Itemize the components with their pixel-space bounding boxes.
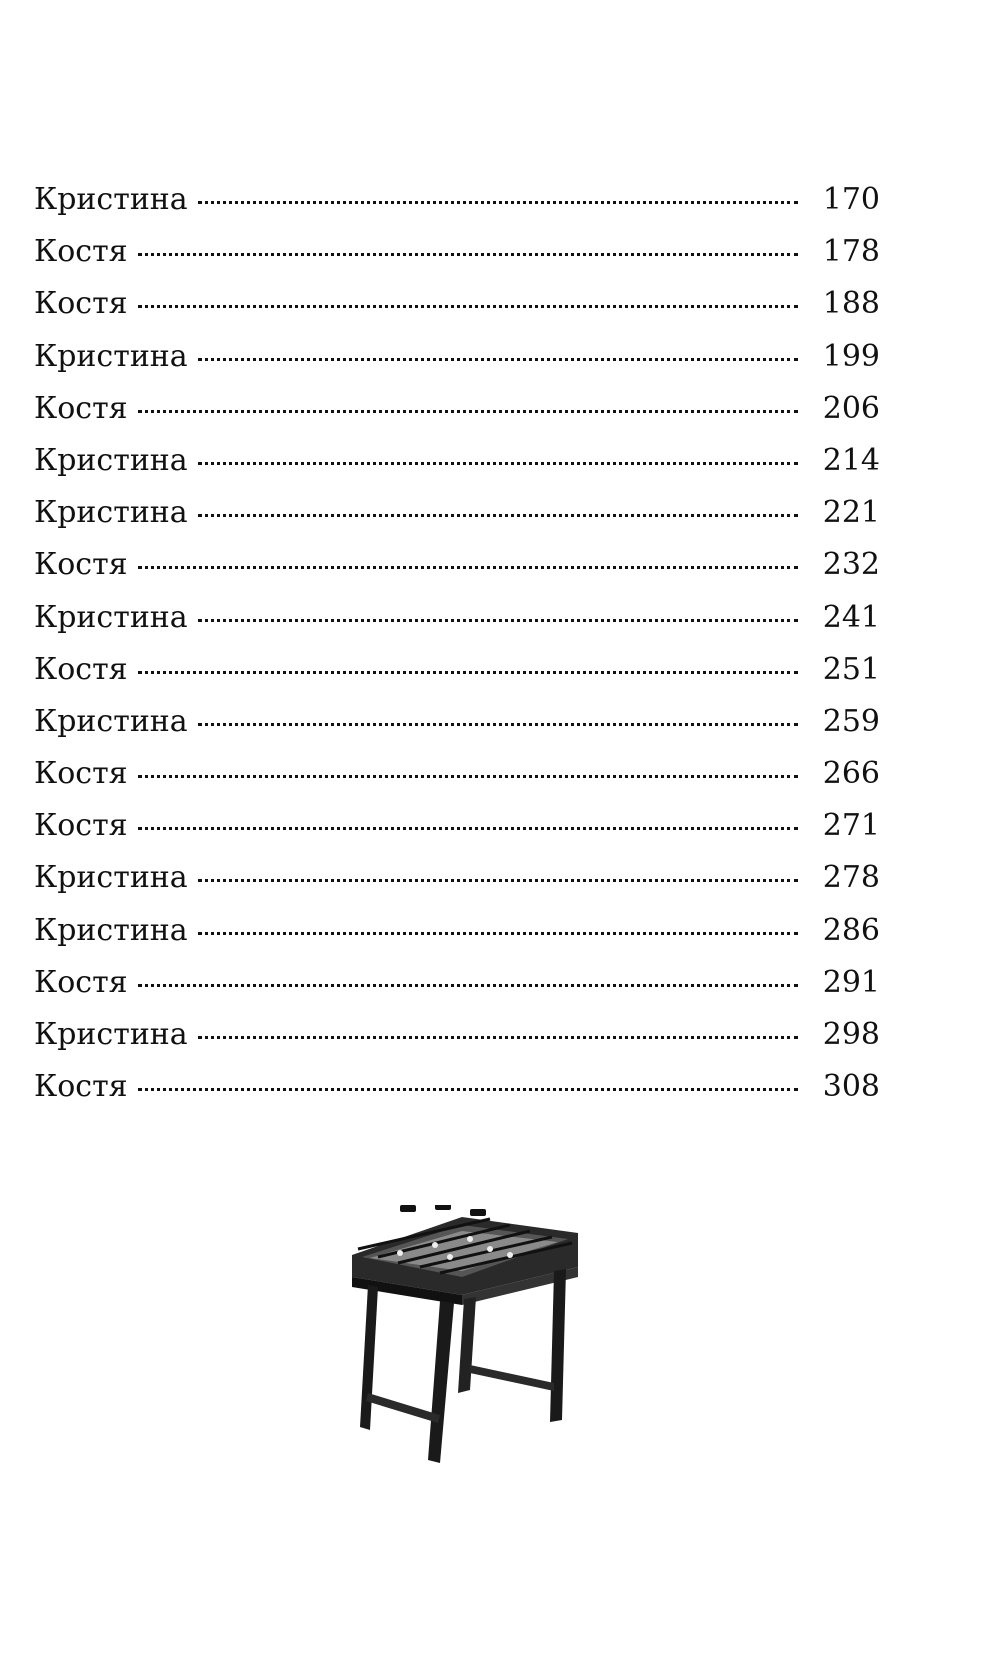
toc-entry-title: Кристина [34, 1017, 188, 1052]
dot-leader [138, 671, 798, 674]
dot-leader [198, 358, 798, 361]
dot-leader [138, 410, 798, 413]
toc-entry-title: Кристина [34, 599, 188, 635]
toc-entry-page: 221 [822, 495, 880, 531]
toc-entry-title: Костя [34, 1069, 128, 1105]
toc-entry-title: Костя [34, 651, 128, 687]
toc-entry[interactable] [34, 287, 880, 339]
toc-entry-page: 199 [822, 338, 880, 374]
toc-entry-title: Костя [34, 808, 128, 844]
toc-entry-title: Костя [34, 286, 128, 322]
toc-entry[interactable] [34, 601, 880, 653]
toc-entry[interactable] [34, 809, 880, 861]
toc-entry-title: Кристина [34, 338, 188, 374]
table-of-contents [34, 183, 880, 1122]
toc-entry[interactable] [34, 914, 880, 966]
dot-leader [138, 1088, 798, 1091]
toc-entry-page: 266 [822, 756, 880, 792]
dot-leader [198, 879, 798, 882]
toc-entry[interactable] [34, 1070, 880, 1122]
dot-leader [198, 462, 798, 465]
toc-entry-page: 308 [822, 1069, 880, 1105]
toc-entry-title: Костя [34, 756, 128, 792]
toc-entry-page: 278 [822, 860, 880, 896]
toc-entry[interactable] [34, 757, 880, 809]
toc-entry-page: 298 [822, 1017, 880, 1052]
toc-entry-page: 271 [822, 808, 880, 844]
toc-entry[interactable] [34, 444, 880, 496]
toc-entry[interactable] [34, 861, 880, 913]
dot-leader [138, 775, 798, 778]
toc-entry-title: Костя [34, 234, 128, 270]
toc-entry-page: 259 [822, 703, 880, 739]
toc-entry-title: Кристина [34, 912, 188, 948]
dot-leader [198, 723, 798, 726]
toc-entry-page: 214 [822, 442, 880, 478]
toc-entry-title: Кристина [34, 495, 188, 531]
toc-entry[interactable] [34, 1018, 880, 1070]
toc-entry-page: 170 [822, 182, 880, 217]
toc-entry-page: 241 [822, 599, 880, 635]
toc-entry-page: 251 [822, 651, 880, 687]
toc-entry-page: 232 [822, 547, 880, 583]
toc-entry[interactable] [34, 183, 880, 235]
dot-leader [138, 566, 798, 569]
toc-entry-page: 178 [822, 234, 880, 270]
toc-entry-title: Кристина [34, 860, 188, 896]
toc-entry-page: 291 [822, 964, 880, 1000]
toc-entry[interactable] [34, 548, 880, 600]
dot-leader [198, 932, 798, 935]
dot-leader [198, 619, 798, 622]
dot-leader [198, 201, 798, 204]
dot-leader [138, 253, 798, 256]
toc-entry[interactable] [34, 705, 880, 757]
dot-leader [198, 1036, 798, 1039]
toc-entry-title: Костя [34, 390, 128, 426]
toc-entry-title: Костя [34, 547, 128, 583]
toc-entry[interactable] [34, 340, 880, 392]
toc-entry-title: Кристина [34, 703, 188, 739]
dot-leader [198, 514, 798, 517]
toc-entry[interactable] [34, 653, 880, 705]
toc-entry[interactable] [34, 496, 880, 548]
toc-entry-title: Кристина [34, 442, 188, 478]
toc-entry-page: 188 [822, 286, 880, 322]
toc-entry-title: Костя [34, 964, 128, 1000]
dot-leader [138, 827, 798, 830]
dot-leader [138, 305, 798, 308]
toc-entry[interactable] [34, 392, 880, 444]
toc-entry-title: Кристина [34, 182, 188, 217]
foosball-table-icon [340, 1205, 600, 1465]
toc-entry-page: 286 [822, 912, 880, 948]
dot-leader [138, 984, 798, 987]
toc-entry-page: 206 [822, 390, 880, 426]
toc-entry[interactable] [34, 235, 880, 287]
toc-entry[interactable] [34, 966, 880, 1018]
